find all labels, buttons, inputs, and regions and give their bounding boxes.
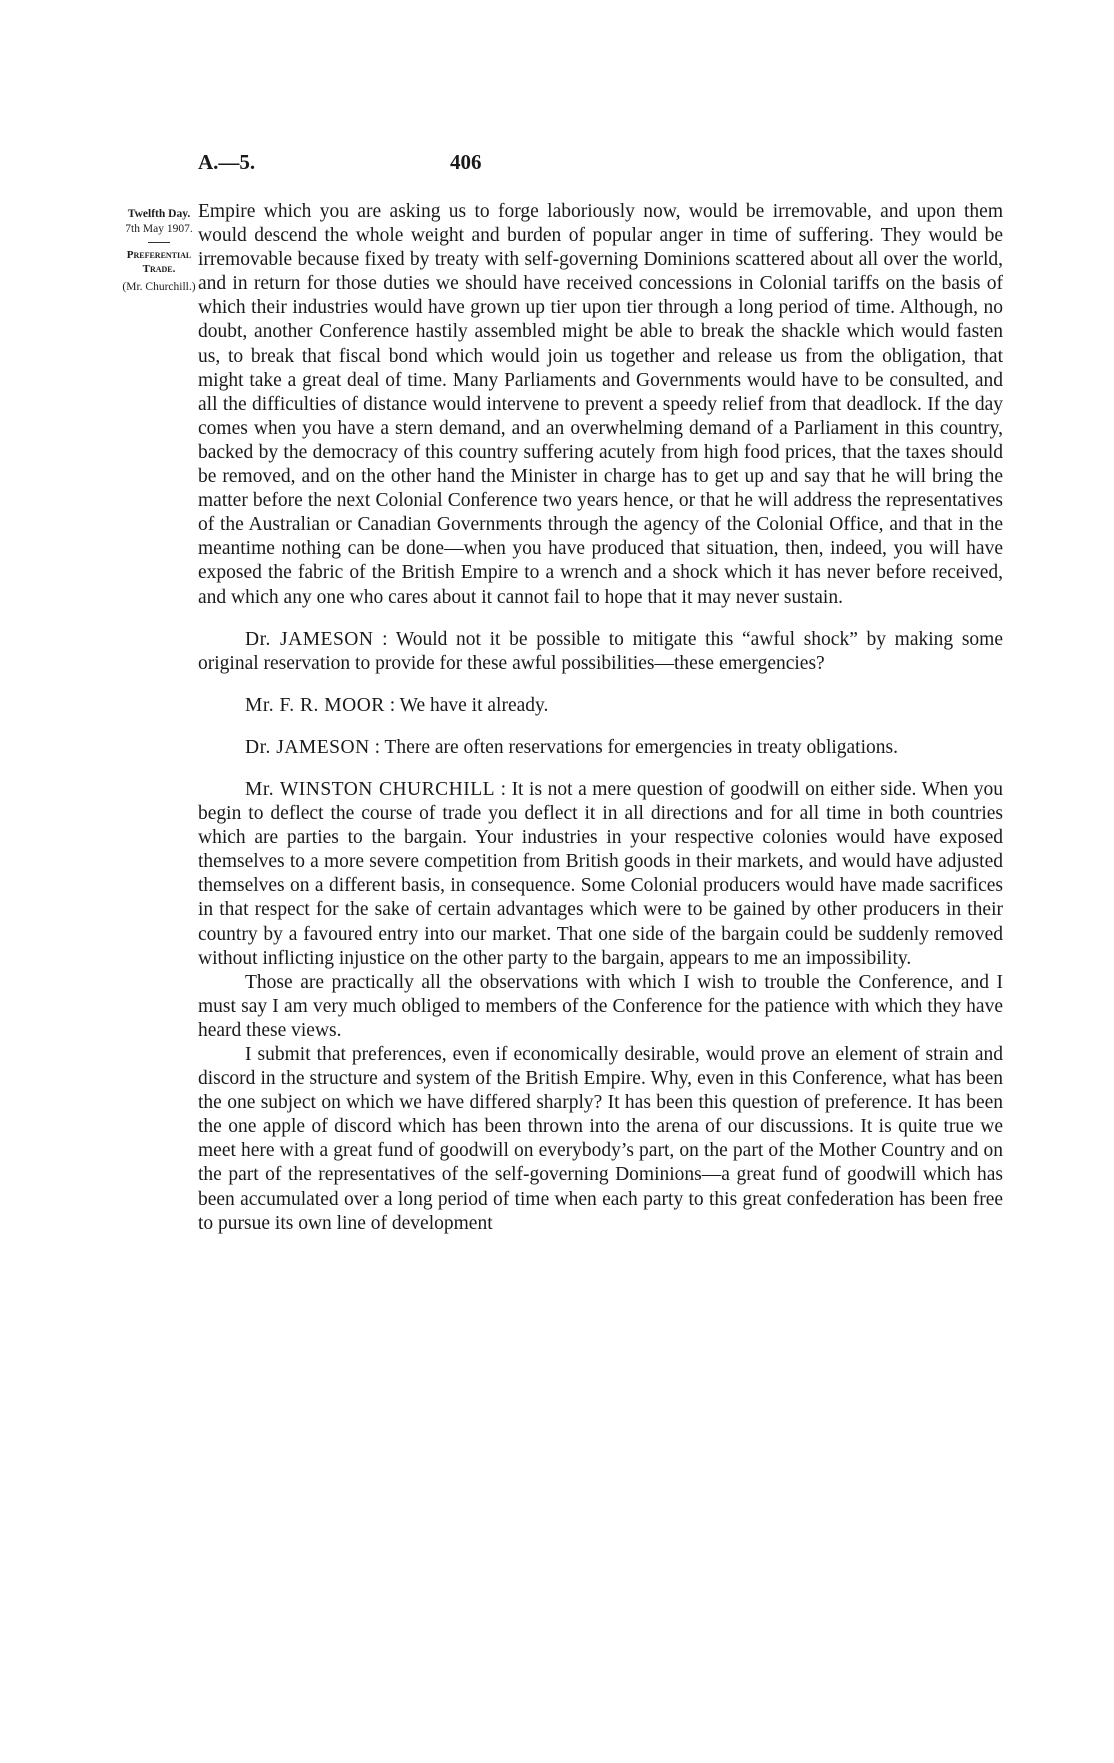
paragraph-continued <box>198 200 1003 610</box>
speaker-name: Mr. WINSTON CHURCHILL <box>245 778 496 800</box>
margin-speaker-note: (Mr. Churchill.) <box>122 281 196 293</box>
speaker-name: Dr. JAMESON <box>245 736 370 758</box>
document-reference: A.—5. <box>198 150 256 174</box>
margin-day: Twelfth Day. <box>127 208 191 220</box>
margin-divider <box>148 242 170 243</box>
speaker-name: Dr. JAMESON <box>245 628 374 650</box>
speech-text: : We have it already. <box>389 694 549 716</box>
speech-moor <box>198 694 1003 718</box>
speech-jameson-2 <box>198 736 1003 760</box>
document-body <box>198 200 1003 1236</box>
paragraph-text: Those are practically all the observations with which I wish to trouble the Conference, and I must say I am very much obliged to members of the Conference for the patience with which they have heard these views. <box>198 971 1003 1041</box>
speech-text: : It is not a mere question of goodwill on either side. When you begin to deflect the course of trade you deflect it in all directions and for all time in both countries which are parties to the bargain. Your industries in your respective colonies would have exposed themselves to a more severe competition from British goods in their markets, and would have adjusted themselves on a different basis, in consequence. Some Colonial producers would have made sacrifices in that respect for the sake of certain advantages which were to be gained by other producers in their country by a favoured entry into our market. That one side of the bargain could be suddenly removed without inflicting injustice on the other party to the bargain, appears to me an impossibility. <box>198 778 1004 969</box>
margin-notes <box>116 207 202 295</box>
margin-subject-line1: Preferential <box>126 249 192 261</box>
speech-text: : There are often reservations for emergencies in treaty obligations. <box>374 736 898 758</box>
margin-subject-line2: Trade. <box>142 263 176 275</box>
paragraph-observations <box>198 971 1003 1043</box>
page-number: 406 <box>450 150 482 174</box>
margin-date: 7th May 1907. <box>125 223 193 235</box>
speech-text: : Would not it be possible to mitigate this “awful shock” by making some original reservation to provide for these awful possibilities—these emergencies? <box>198 628 1004 674</box>
speech-churchill <box>198 778 1003 971</box>
speaker-name: Mr. F. R. MOOR <box>245 694 385 716</box>
page-header <box>198 150 1003 180</box>
paragraph-text: Empire which you are asking us to forge laboriously now, would be irremovable, and upon them would descend the whole weight and burden of popular anger in time of suffering. They would be irremovable because fixed by treaty with self-governing Dominions scattered about all over the world, and in return for those duties we should have received concessions in Colonial tariffs on the basis of which their industries would have grown up tier upon tier through a long period of time. Although, no doubt, another Conference hastily assembled might be able to break the shackle which would fasten us, to break that fiscal bond which would join us together and release us from the obligation, that might take a great deal of time. Many Parliaments and Governments would have to be consulted, and all the difficulties of distance would intervene to prevent a speedy relief from that deadlock. If the day comes when you have a stern demand, and an overwhelming demand of a Parliament in this country, backed by the democracy of this country suffering acutely from high food prices, that the taxes should be removed, and on the other hand the Minister in charge has to get up and say that he will bring the matter before the next Colonial Conference two years hence, or that he will address the representatives of the Australian or Canadian Governments through the agency of the Colonial Office, and that in the meantime nothing can be done—when you have produced that situation, then, indeed, you will have exposed the fabric of the British Empire to a wrench and a shock which it has never before received, and which any one who cares about it cannot fail to hope that it may never sustain. <box>198 201 1003 608</box>
speech-jameson-1 <box>198 628 1003 676</box>
paragraph-text: I submit that preferences, even if economically desirable, would prove an element of strain and discord in the structure and system of the British Empire. Why, even in this Conference, what has been the one subject on which we have differed sharply? It has been this question of preference. It has been the one apple of discord which has been thrown into the arena of our discussions. It is quite true we meet here with a great fund of goodwill on everybody’s part, on the part of the Mother Country and on the part of the representatives of the self-governing Dominions—a great fund of goodwill which has been accumulated over a long period of time when each party to this great confederation has been free to pursue its own line of development <box>198 1044 1003 1234</box>
paragraph-preferences <box>198 1043 1003 1236</box>
